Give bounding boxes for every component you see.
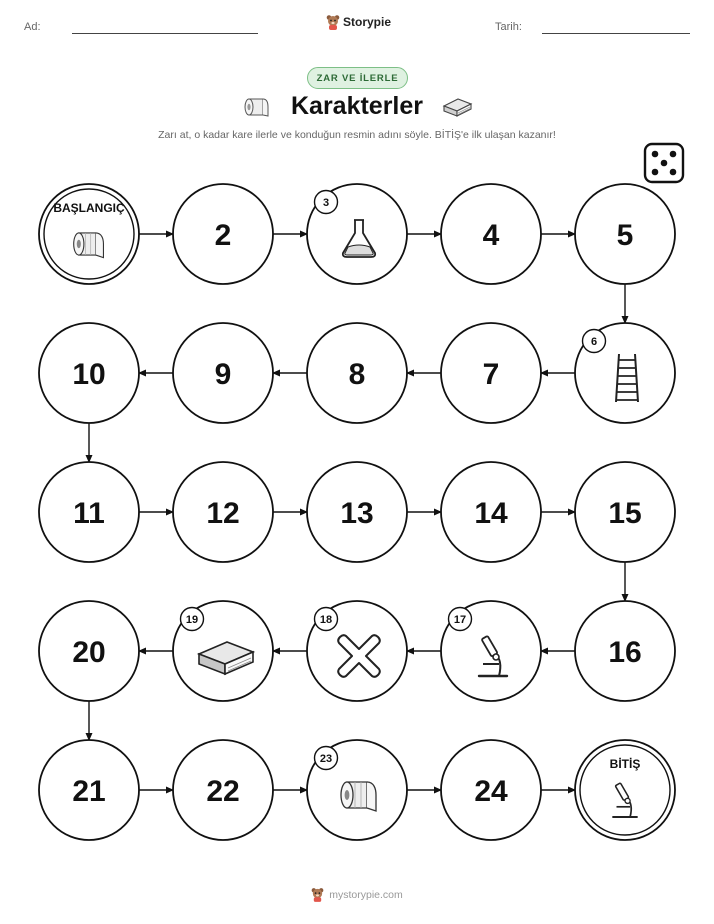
cell-number: 10 — [72, 358, 106, 391]
cell-number: 7 — [482, 358, 500, 391]
board-cell-25[interactable] — [575, 740, 675, 840]
cell-number: 18 — [319, 614, 333, 626]
board-cell-21[interactable] — [39, 740, 139, 840]
cell-number: 15 — [608, 497, 642, 530]
cell-number: 19 — [185, 614, 199, 626]
board-cell-6[interactable] — [575, 323, 675, 423]
board-cell-9[interactable] — [173, 323, 273, 423]
page-title: Karakterler — [290, 92, 424, 120]
board-cell-7[interactable] — [441, 323, 541, 423]
board-cell-11[interactable] — [39, 462, 139, 562]
activity-badge: ZAR VE İLERLE — [307, 67, 408, 89]
cell-number: 14 — [474, 497, 508, 530]
cell-number: 16 — [608, 636, 642, 669]
board-cell-24[interactable] — [441, 740, 541, 840]
cell-number: 23 — [319, 753, 333, 765]
board-cell-13[interactable] — [307, 462, 407, 562]
board-cell-3[interactable] — [307, 184, 407, 284]
bear-mascot-icon — [311, 887, 324, 902]
cell-number: 12 — [206, 497, 240, 530]
cell-number: 2 — [214, 219, 232, 252]
cell-number: 11 — [73, 497, 105, 530]
cell-number: 21 — [72, 775, 106, 808]
cell-number: 4 — [482, 219, 500, 252]
cell-number: 5 — [616, 219, 634, 252]
toilet-paper-icon — [341, 782, 376, 811]
cell-number: 8 — [348, 358, 366, 391]
board-cell-16[interactable] — [575, 601, 675, 701]
cell-number: 22 — [206, 775, 240, 808]
cell-number: 9 — [214, 358, 232, 391]
toilet-paper-icon — [74, 233, 104, 258]
footer-url[interactable]: mystorypie.com — [329, 888, 403, 901]
cell-number: 13 — [340, 497, 374, 530]
board-cell-15[interactable] — [575, 462, 675, 562]
board-cell-1[interactable] — [39, 184, 139, 284]
name-label: Ad: — [24, 21, 41, 33]
finish-label: BİTİŞ — [609, 757, 641, 771]
footer — [0, 887, 714, 902]
cell-number: 24 — [474, 775, 508, 808]
brand-name: Storypie — [343, 15, 392, 29]
board-cell-23[interactable] — [307, 740, 407, 840]
board-cell-5[interactable] — [575, 184, 675, 284]
date-label: Tarih: — [495, 21, 522, 33]
cell-number: 3 — [322, 197, 330, 209]
board-cell-20[interactable] — [39, 601, 139, 701]
board-cell-10[interactable] — [39, 323, 139, 423]
cell-number: 20 — [72, 636, 106, 669]
board-cell-17[interactable] — [441, 601, 541, 701]
board-cell-8[interactable] — [307, 323, 407, 423]
board-cell-4[interactable] — [441, 184, 541, 284]
instructions-text: Zarı at, o kadar kare ilerle ve konduğun resmin adını söyle. BİTİŞ'e ilk ulaşan kazanır! — [158, 129, 556, 141]
cell-number: 6 — [590, 336, 598, 348]
board-cell-19[interactable] — [173, 601, 273, 701]
start-label: BAŞLANGIÇ — [53, 201, 125, 215]
cell-number: 17 — [453, 614, 467, 626]
board-cell-2[interactable] — [173, 184, 273, 284]
board-cell-14[interactable] — [441, 462, 541, 562]
board-cell-18[interactable] — [307, 601, 407, 701]
board-cell-12[interactable] — [173, 462, 273, 562]
board-cell-22[interactable] — [173, 740, 273, 840]
